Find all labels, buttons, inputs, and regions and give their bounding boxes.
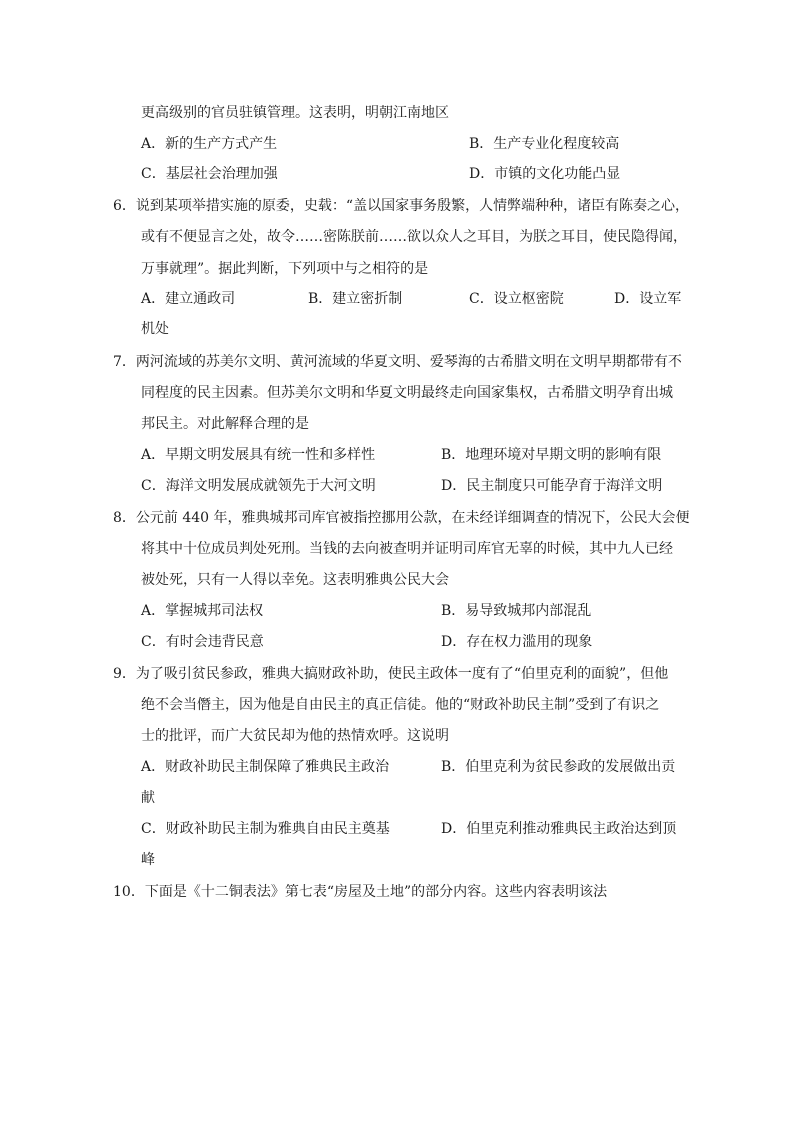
question-7-option-d[interactable]: D．民主制度只可能孕育于海洋文明 bbox=[441, 478, 663, 494]
question-9-option-d-wrap: 峰 bbox=[141, 852, 155, 868]
question-9-line-2: 绝不会当僭主，因为他是自由民主的真正信徒。他的“财政补助民主制”受到了有识之 bbox=[141, 697, 660, 713]
question-9-line-1: 9．为了吸引贫民参政，雅典大搞财政补助，使民主政体一度有了“伯里克利的面貌”，但他 bbox=[113, 666, 669, 682]
question-5-option-c[interactable]: C．基层社会治理加强 bbox=[141, 166, 278, 182]
question-9-option-c[interactable]: C．财政补助民主制为雅典自由民主奠基 bbox=[141, 821, 390, 837]
question-9-option-b-wrap: 献 bbox=[141, 790, 155, 806]
question-6-option-d-wrap: 机处 bbox=[141, 321, 169, 337]
question-6-line-1: 6．说到某项举措实施的原委，史载：“盖以国家事务殷繁，人情弊端种种，诸臣有陈奏之心， bbox=[113, 198, 690, 214]
question-8-line-3: 被处死，只有一人得以幸免。这表明雅典公民大会 bbox=[141, 572, 449, 588]
question-8-line-1: 8．公元前 440 年，雅典城邦司库官被指控挪用公款，在未经详细调查的情况下，公民大会便 bbox=[113, 510, 690, 526]
question-7-option-b[interactable]: B．地理环境对早期文明的影响有限 bbox=[441, 447, 662, 463]
question-7-line-2: 同程度的民主因素。但苏美尔文明和华夏文明最终走向国家集权，古希腊文明孕育出城 bbox=[141, 385, 673, 401]
question-7-option-a[interactable]: A．早期文明发展具有统一性和多样性 bbox=[141, 447, 376, 463]
question-6-option-b[interactable]: B．建立密折制 bbox=[308, 291, 403, 307]
question-9-option-a[interactable]: A．财政补助民主制保障了雅典民主政治 bbox=[141, 759, 390, 775]
question-7-line-3: 邦民主。对此解释合理的是 bbox=[141, 416, 309, 432]
question-10-line-1: 10．下面是《十二铜表法》第七表“房屋及土地”的部分内容。这些内容表明该法 bbox=[113, 884, 608, 900]
question-7-line-1: 7．两河流域的苏美尔文明、黄河流域的华夏文明、爱琴海的古希腊文明在文明早期都带有不 bbox=[113, 354, 682, 370]
question-8-option-b[interactable]: B．易导致城邦内部混乱 bbox=[441, 603, 592, 619]
question-6-line-3: 万事就理”。据此判断，下列项中与之相符的是 bbox=[141, 261, 429, 277]
question-9-option-b[interactable]: B．伯里克利为贫民参政的发展做出贡 bbox=[441, 759, 676, 775]
question-9-option-d[interactable]: D．伯里克利推动雅典民主政治达到顶 bbox=[441, 821, 677, 837]
question-5-option-d[interactable]: D．市镇的文化功能凸显 bbox=[469, 166, 621, 182]
question-6-option-a[interactable]: A．建立通政司 bbox=[141, 291, 236, 307]
question-5-option-a[interactable]: A．新的生产方式产生 bbox=[141, 136, 278, 152]
question-8-line-2: 将其中十位成员判处死刑。当钱的去向被查明并证明司库官无辜的时候，其中九人已经 bbox=[141, 541, 673, 557]
question-5-option-b[interactable]: B．生产专业化程度较高 bbox=[469, 136, 620, 152]
question-7-option-c[interactable]: C．海洋文明发展成就领先于大河文明 bbox=[141, 478, 376, 494]
question-6-option-c[interactable]: C．设立枢密院 bbox=[469, 291, 564, 307]
question-8-option-c[interactable]: C．有时会违背民意 bbox=[141, 634, 264, 650]
question-9-line-3: 士的批评，而广大贫民却为他的热情欢呼。这说明 bbox=[141, 728, 449, 744]
question-6-line-2: 或有不便显言之处，故令……密陈朕前……欲以众人之耳目，为朕之耳目，使民隐得闻， bbox=[141, 229, 687, 245]
question-8-option-a[interactable]: A．掌握城邦司法权 bbox=[141, 603, 264, 619]
question-5-text: 更高级别的官员驻镇管理。这表明，明朝江南地区 bbox=[141, 105, 449, 121]
question-8-option-d[interactable]: D．存在权力滥用的现象 bbox=[441, 634, 593, 650]
question-6-option-d[interactable]: D．设立军 bbox=[614, 291, 682, 307]
